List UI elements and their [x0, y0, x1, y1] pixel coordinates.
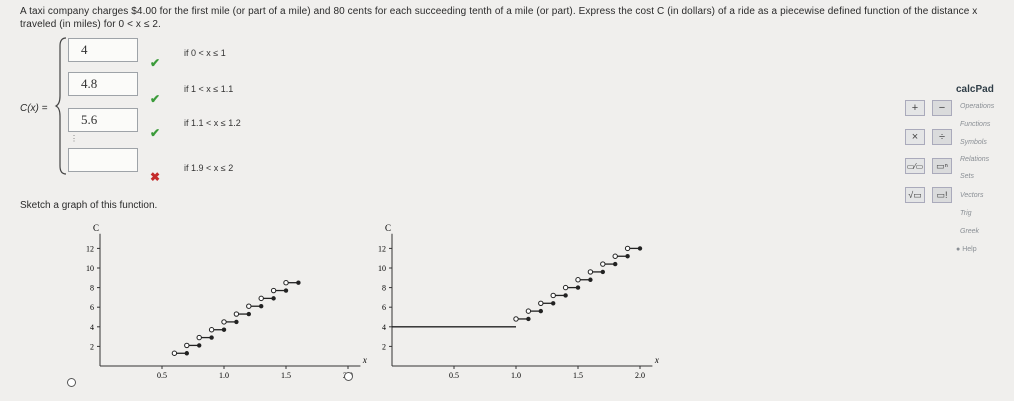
x-tick-label: 1.5 — [281, 371, 291, 380]
x-tick-label: 0.5 — [449, 371, 459, 380]
calcpad-link-vectors[interactable]: Vectors — [960, 192, 984, 199]
y-tick-label: 2 — [382, 342, 386, 352]
open-endpoint — [234, 312, 238, 316]
calcpad-link-functions[interactable]: Functions — [960, 121, 991, 128]
closed-endpoint — [588, 278, 592, 282]
plus-button[interactable]: + — [905, 100, 925, 116]
closed-endpoint — [576, 285, 580, 289]
calcpad-link-symbols[interactable]: Symbols — [960, 139, 987, 146]
closed-endpoint — [625, 254, 629, 258]
problem-statement: A taxi company charges $4.00 for the first mile (or part of a mile) and 80 cents for each succeeding tenth of a mile (or part). Express the cost C (in dollars) of a ride as a piecewise defined function of the distance x traveled (in miles) for 0 < x ≤ 2. — [20, 6, 978, 30]
factorial-button[interactable]: ▭! — [932, 187, 952, 203]
graph-choice-2-radio[interactable] — [344, 372, 353, 381]
piece-1-input[interactable]: 4 — [68, 38, 138, 62]
closed-endpoint — [209, 335, 213, 339]
calcpad-panel — [896, 84, 1014, 284]
open-endpoint — [613, 254, 617, 258]
piece-3-input[interactable]: 5.6 — [68, 108, 138, 132]
y-tick-label: 6 — [90, 303, 94, 313]
y-tick-label: 6 — [382, 303, 386, 313]
closed-endpoint — [539, 309, 543, 313]
y-tick-label: 10 — [378, 264, 386, 273]
closed-endpoint — [185, 351, 189, 355]
piece-4-input[interactable] — [68, 148, 138, 172]
open-endpoint — [526, 309, 530, 313]
minus-button[interactable]: − — [932, 100, 952, 116]
graph-choice-2 — [336, 212, 659, 390]
x-tick-label: 1.0 — [219, 371, 229, 380]
open-endpoint — [576, 278, 580, 282]
y-tick-label: 8 — [90, 283, 94, 293]
closed-endpoint — [526, 317, 530, 321]
closed-endpoint — [259, 304, 263, 308]
x-tick-label: 1.0 — [511, 371, 521, 380]
open-endpoint — [185, 343, 189, 347]
closed-endpoint — [284, 288, 288, 292]
piece-2-check-icon: ✔ — [150, 92, 161, 106]
closed-endpoint — [271, 296, 275, 300]
open-endpoint — [172, 351, 176, 355]
y-tick-label: 8 — [382, 283, 386, 293]
x-axis-label: x — [362, 355, 367, 365]
piece-2-condition: if 1 < x ≤ 1.1 — [184, 84, 234, 94]
open-endpoint — [271, 288, 275, 292]
y-tick-label: 12 — [86, 244, 94, 254]
open-endpoint — [601, 262, 605, 266]
piece-2-input[interactable]: 4.8 — [68, 72, 138, 96]
closed-endpoint — [222, 328, 226, 332]
closed-endpoint — [197, 343, 201, 347]
piece-4-condition: if 1.9 < x ≤ 2 — [184, 163, 234, 173]
calcpad-link-greek[interactable]: Greek — [960, 228, 980, 235]
x-tick-label: 1.5 — [573, 371, 583, 380]
graph-choice-1 — [60, 212, 367, 390]
piece-3-check-icon: ✔ — [150, 126, 161, 140]
exponent-button[interactable]: ▭ⁿ — [932, 158, 952, 174]
piece-1-check-icon: ✔ — [150, 56, 161, 70]
ellipsis: ⋮ — [70, 134, 78, 143]
open-endpoint — [514, 317, 518, 321]
closed-endpoint — [247, 312, 251, 316]
open-endpoint — [563, 285, 567, 289]
function-label: C(x) = — [20, 103, 48, 114]
y-tick-label: 12 — [378, 244, 386, 254]
open-endpoint — [551, 293, 555, 297]
open-endpoint — [209, 328, 213, 332]
help-icon: ● — [956, 246, 961, 253]
y-axis-label: C — [92, 222, 100, 233]
sketch-prompt: Sketch a graph of this function. — [20, 200, 158, 211]
open-endpoint — [625, 246, 629, 250]
open-endpoint — [247, 304, 251, 308]
closed-endpoint — [638, 246, 642, 250]
open-endpoint — [259, 296, 263, 300]
y-tick-label: 4 — [382, 322, 386, 332]
divide-button[interactable]: ÷ — [932, 129, 952, 145]
closed-endpoint — [234, 320, 238, 324]
calcpad-help-label: Help — [962, 246, 977, 253]
calcpad-link-sets[interactable]: Sets — [960, 173, 975, 180]
piece-4-cross-icon: ✖ — [150, 170, 161, 184]
x-axis-label: x — [654, 355, 659, 365]
closed-endpoint — [613, 262, 617, 266]
calcpad-link-operations[interactable]: Operations — [960, 103, 995, 110]
open-endpoint — [284, 281, 288, 285]
calcpad-link-trig[interactable]: Trig — [960, 210, 972, 217]
open-endpoint — [197, 335, 201, 339]
calcpad-help-link[interactable] — [956, 246, 977, 253]
open-endpoint — [539, 301, 543, 305]
y-axis-label: C — [384, 222, 392, 233]
x-tick-label: 2.0 — [635, 371, 645, 380]
open-endpoint — [588, 270, 592, 274]
y-tick-label: 10 — [86, 264, 94, 273]
fraction-button[interactable]: ▭⁄▭ — [905, 158, 925, 174]
closed-endpoint — [563, 293, 567, 297]
piece-3-condition: if 1.1 < x ≤ 1.2 — [184, 118, 241, 128]
y-tick-label: 2 — [90, 342, 94, 352]
graph-choice-1-radio[interactable] — [67, 378, 76, 387]
calcpad-title: calcPad — [956, 84, 994, 95]
calcpad-link-relations[interactable]: Relations — [960, 156, 990, 163]
times-button[interactable]: × — [905, 129, 925, 145]
piece-1-condition: if 0 < x ≤ 1 — [184, 48, 226, 58]
closed-endpoint — [601, 270, 605, 274]
open-endpoint — [222, 320, 226, 324]
piecewise-brace — [56, 36, 68, 176]
y-tick-label: 4 — [90, 322, 94, 332]
closed-endpoint — [296, 281, 300, 285]
x-tick-label: 0.5 — [157, 371, 167, 380]
sqrt-button[interactable]: √▭ — [905, 187, 925, 203]
closed-endpoint — [551, 301, 555, 305]
